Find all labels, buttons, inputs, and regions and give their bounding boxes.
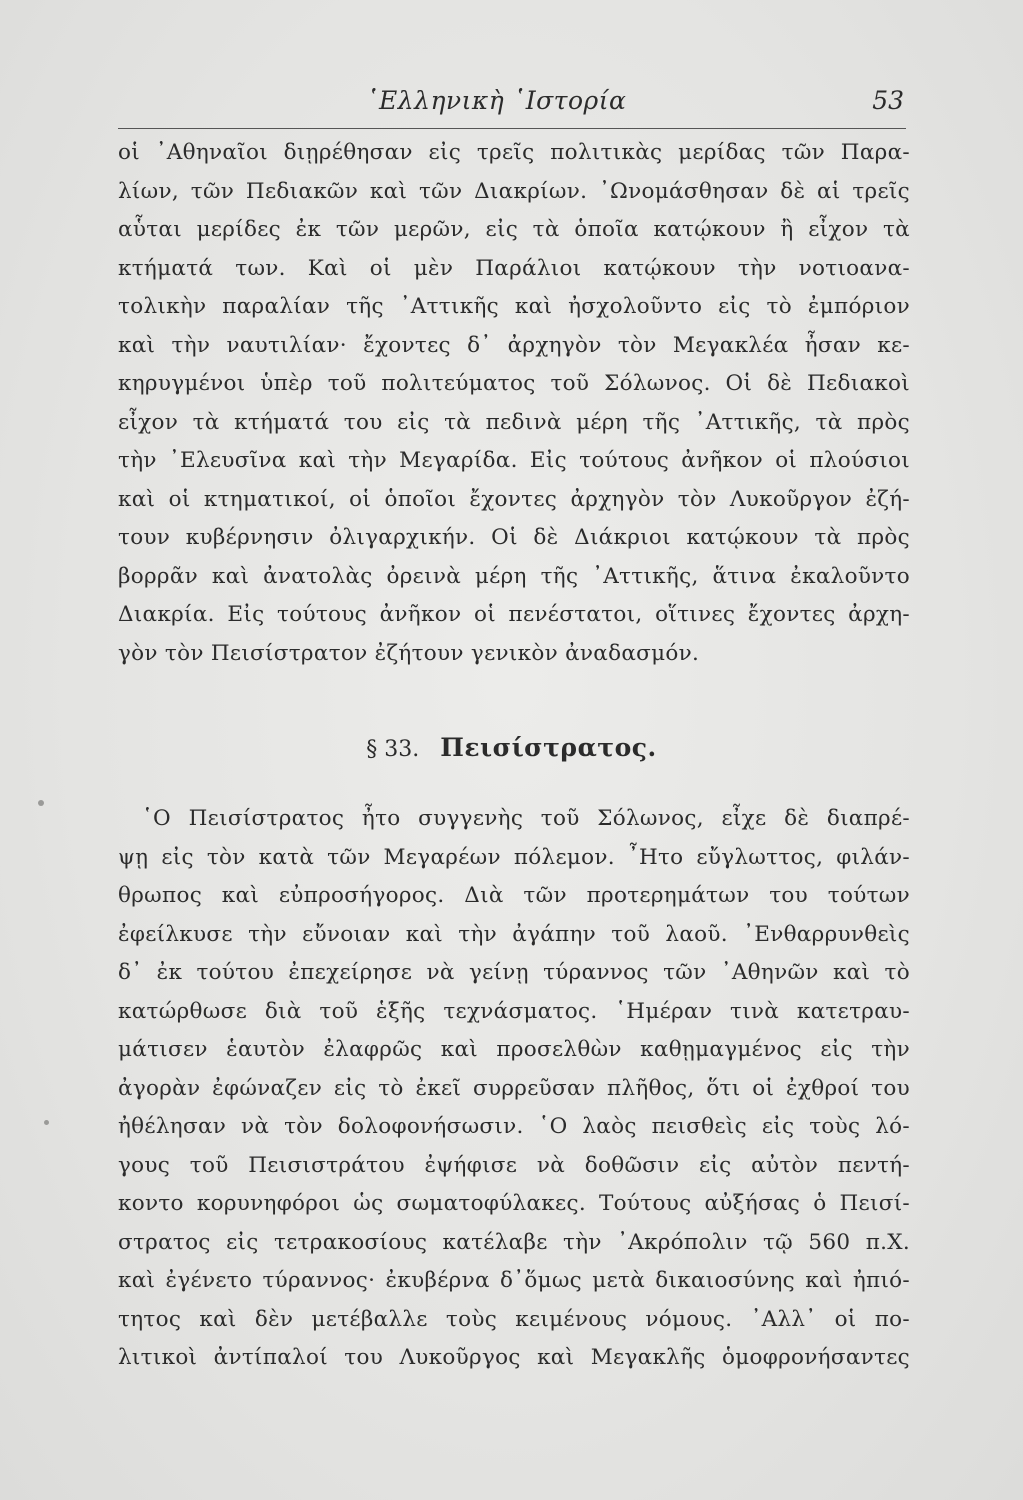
text-line: αὗται μερίδες ἐκ τῶν μερῶν, εἰς τὰ ὁποῖα κατῴκουν ἢ εἶχον τὰ [118,217,910,242]
paper-speck [44,1120,49,1125]
text-line: εἶχον τὰ κτήματά του εἰς τὰ πεδινὰ μέρη τῆς ᾿Αττικῆς, τὰ πρὸς [118,409,910,435]
text-line: ψῃ εἰς τὸν κατὰ τῶν Μεγαρέων πόλεμον. ῏Ητο εὔγλωττος, φιλάν- [118,844,910,870]
paper-speck [38,800,44,806]
text-line: ἠθέλησαν νὰ τὸν δολοφονήσωσιν. ῾Ο λαὸς πεισθεὶς εἰς τοὺς λό- [118,1114,910,1139]
text-line: ἀγορὰν ἐφώναζεν εἰς τὸ ἐκεῖ συρρεῦσαν πλῆθος, ὅτι οἱ ἐχθροί του [118,1075,910,1101]
text-line: καὶ τὴν ναυτιλίαν· ἔχοντες δ᾿ ἀρχηγὸν τὸν Μεγακλέα ἦσαν κε- [118,332,910,358]
text-line: ῾Ο Πεισίστρατος ἦτο συγγενὴς τοῦ Σόλωνος, εἶχε δὲ διαπρέ- [142,806,910,831]
text-line: μάτισεν ἑαυτὸν ἐλαφρῶς καὶ προσελθὼν καθῃμαγμένος εἰς τὴν [118,1037,910,1062]
text-line: καὶ οἱ κτηματικοί, οἱ ὁποῖοι ἔχοντες ἀρχηγὸν τὸν Λυκοῦργον ἐζή- [118,486,910,512]
page-header [118,86,908,122]
page-number: 53 [872,86,904,115]
text-line: τητος καὶ δὲν μετέβαλλε τοὺς κειμένους νόμους. ᾿Αλλ᾿ οἱ πο- [118,1306,910,1332]
text-line: λίων, τῶν Πεδιακῶν καὶ τῶν Διακρίων. ᾿Ωνομάσθησαν δὲ αἱ τρεῖς [118,178,910,204]
paragraph-peisistratos [118,800,910,1378]
text-line: στρατος εἰς τετρακοσίους κατέλαβε τὴν ᾿Ακρόπολιν τῷ 560 π.Χ. [118,1229,910,1255]
running-title: ῾Ελληνικὴ ῾Ιστορία [366,86,627,115]
text-line: οἱ ᾿Αθηναῖοι διῃρέθησαν εἰς τρεῖς πολιτικὰς μερίδας τῶν Παρα- [118,140,910,165]
text-line: βορρᾶν καὶ ἀνατολὰς ὀρεινὰ μέρη τῆς ᾿Αττικῆς, ἅτινα ἐκαλοῦντο [118,563,910,589]
text-line: τολικὴν παραλίαν τῆς ᾿Αττικῆς καὶ ἠσχολοῦντο εἰς τὸ ἐμπόριον [118,294,910,319]
section-number: § 33. [366,737,420,762]
paragraph-parties [118,134,910,673]
text-line: καὶ ἐγένετο τύραννος· ἐκυβέρνα δ᾿ὅμως μετὰ δικαιοσύνης καὶ ἠπιό- [118,1268,910,1293]
section-title: Πεισίστρατος. [440,733,657,762]
text-line: κοντο κορυνηφόροι ὡς σωματοφύλακες. Τούτους αὐξήσας ὁ Πεισί- [118,1191,910,1216]
text-line: δ᾿ ἐκ τούτου ἐπεχείρησε νὰ γείνῃ τύραννος τῶν ᾿Αθηνῶν καὶ τὸ [118,960,910,985]
text-line: κηρυγμένοι ὑπὲρ τοῦ πολιτεύματος τοῦ Σόλωνος. Οἱ δὲ Πεδιακοὶ [118,371,910,396]
text-line: Διακρία. Εἰς τούτους ἀνῆκον οἱ πενέστατοι, οἵτινες ἔχοντες ἀρχη- [118,602,910,627]
header-rule [118,128,906,129]
text-line: κατώρθωσε διὰ τοῦ ἑξῆς τεχνάσματος. ῾Ημέραν τινὰ κατετραυ- [118,998,910,1024]
text-line: λιτικοὶ ἀντίπαλοί του Λυκοῦργος καὶ Μεγακλῆς ὁμοφρονήσαντες [118,1345,910,1370]
text-line: ἐφείλκυσε τὴν εὔνοιαν καὶ τὴν ἀγάπην τοῦ λαοῦ. ᾿Ενθαρρυνθεὶς [118,921,910,947]
text-line: θρωπος καὶ εὐπροσήγορος. Διὰ τῶν προτερημάτων του τούτων [118,883,910,908]
text-line: κτήματά των. Καὶ οἱ μὲν Παράλιοι κατῴκουν τὴν νοτιοανα- [118,255,910,281]
text-line: τουν κυβέρνησιν ὀλιγαρχικήν. Οἱ δὲ Διάκριοι κατῴκουν τὰ πρὸς [118,525,910,550]
text-line: γὸν τὸν Πεισίστρατον ἐζήτουν γενικὸν ἀναδασμόν. [118,640,700,666]
section-heading [0,728,1023,768]
text-line: τὴν ᾿Ελευσῖνα καὶ τὴν Μεγαρίδα. Εἰς τούτους ἀνῆκον οἱ πλούσιοι [118,448,910,473]
text-line: γους τοῦ Πεισιστράτου ἐψήφισε νὰ δοθῶσιν εἰς αὐτὸν πεντή- [118,1152,910,1178]
